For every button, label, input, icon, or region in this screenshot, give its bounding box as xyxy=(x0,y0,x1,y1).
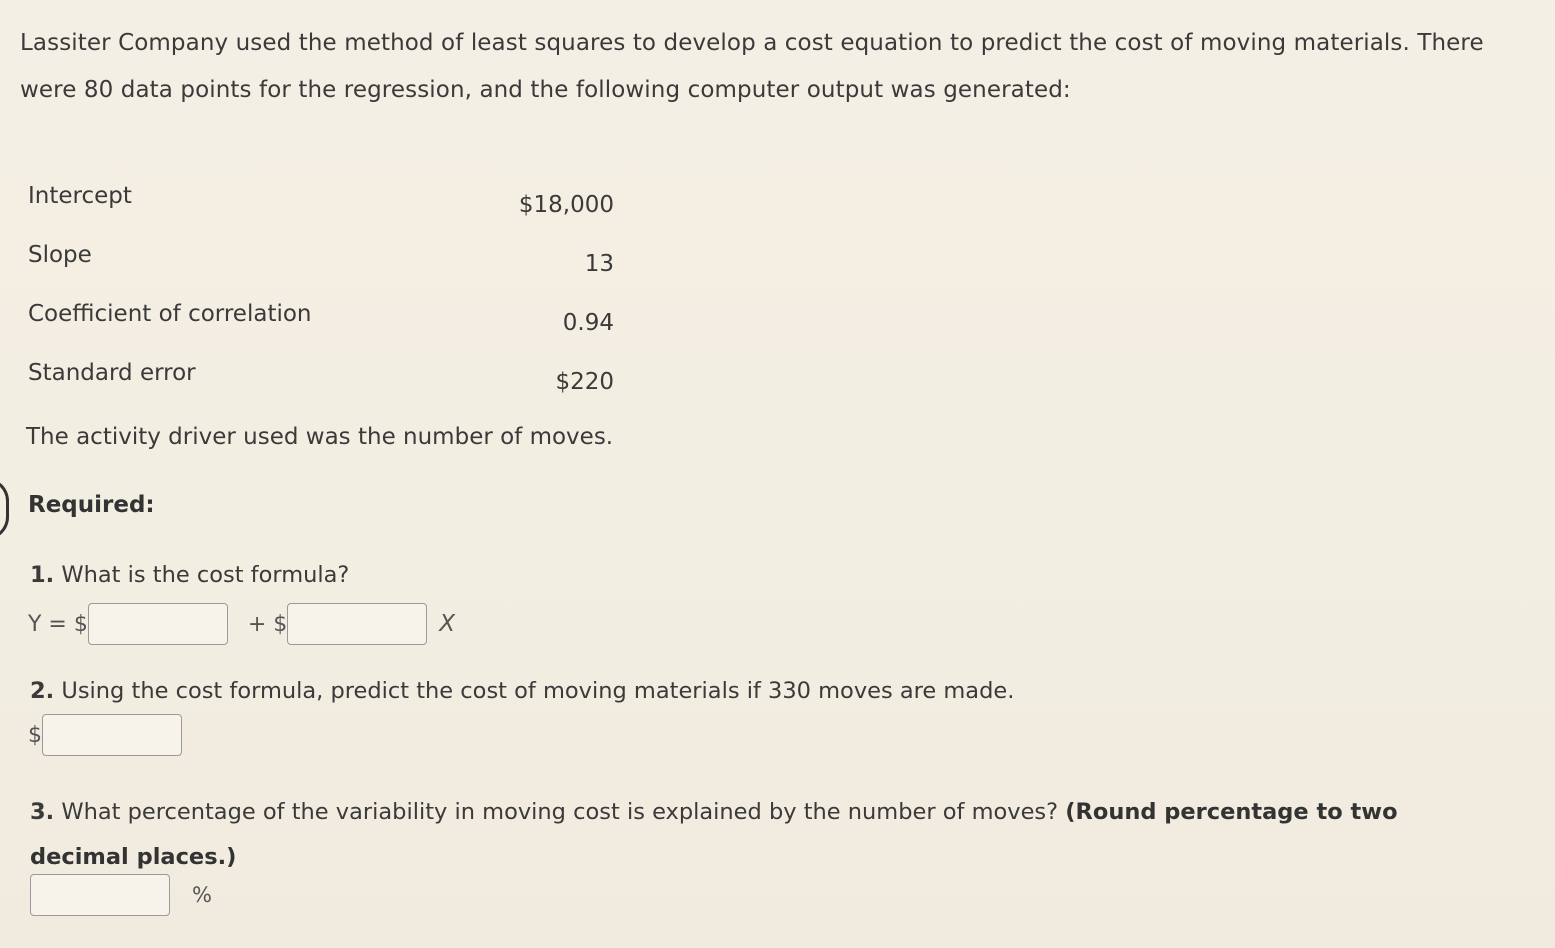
question-text: Using the cost formula, predict the cost of moving materials if 330 moves are made. xyxy=(61,678,1015,704)
question-3 xyxy=(30,790,1490,880)
predicted-cost-input[interactable] xyxy=(42,714,182,756)
regression-row-correlation xyxy=(28,298,628,357)
problem-intro: Lassiter Company used the method of least squares to develop a cost equation to predict the cost of moving materials. There were 80 data points for the regression, and the following computer output was generated: xyxy=(20,30,1484,103)
regression-value: $18,000 xyxy=(518,192,614,218)
question-1 xyxy=(30,562,349,588)
question-text: What is the cost formula? xyxy=(61,562,350,588)
regression-label: Slope xyxy=(28,242,92,268)
question-text: What percentage of the variability in moving cost is explained by the number of moves? xyxy=(61,799,1059,825)
slope-input[interactable] xyxy=(287,603,427,645)
dollar-sign: $ xyxy=(73,611,88,637)
required-heading: Required: xyxy=(28,492,155,518)
regression-label: Intercept xyxy=(28,183,132,209)
cost-formula-row xyxy=(28,600,455,648)
question-2 xyxy=(30,678,1014,704)
dollar-sign: $ xyxy=(28,722,42,748)
predicted-cost-row xyxy=(28,714,182,756)
dollar-sign: $ xyxy=(273,611,288,637)
question-number: 1. xyxy=(30,562,55,588)
regression-row-intercept xyxy=(28,180,628,239)
percentage-input[interactable] xyxy=(30,874,170,916)
regression-value: $220 xyxy=(555,369,614,395)
regression-row-slope xyxy=(28,239,628,298)
activity-driver-text: The activity driver used was the number of moves. xyxy=(26,424,614,450)
regression-value: 0.94 xyxy=(562,310,614,336)
rounding-instruction: (Round percentage to two decimal places.) xyxy=(30,799,1398,870)
question-number: 2. xyxy=(30,678,55,704)
percentage-answer-row xyxy=(30,874,212,916)
regression-value: 13 xyxy=(584,251,614,277)
regression-label: Standard error xyxy=(28,360,196,386)
plus-sign: + xyxy=(247,611,274,637)
question-number: 3. xyxy=(30,799,55,825)
regression-label: Coefficient of correlation xyxy=(28,301,312,327)
intercept-input[interactable] xyxy=(88,603,228,645)
regression-output-table xyxy=(28,180,628,416)
x-variable: X xyxy=(439,611,456,637)
left-edge-bracket xyxy=(0,478,9,540)
formula-prefix: Y = xyxy=(28,611,74,637)
regression-row-standard-error xyxy=(28,357,628,416)
percent-sign: % xyxy=(192,883,212,907)
